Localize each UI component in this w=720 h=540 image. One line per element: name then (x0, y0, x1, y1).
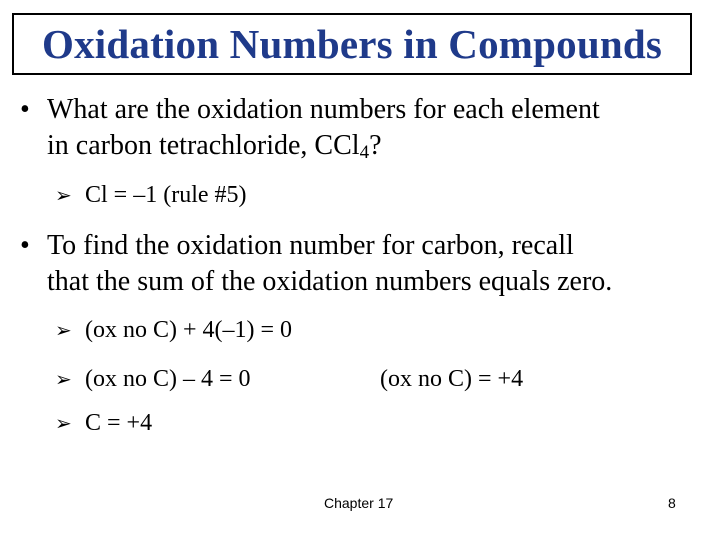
sub-point-final-text: C = +4 (85, 410, 153, 436)
subscript-4: 4 (359, 142, 370, 163)
footer-page-number: 8 (668, 495, 676, 511)
bullet-2-text-line-1: To find the oxidation number for carbon, recall (47, 230, 574, 261)
sub-point-cl-text: Cl = –1 (rule #5) (85, 182, 247, 208)
arrow-bullet-icon: ➢ (55, 318, 72, 342)
bullet-2-text-line-2: that the sum of the oxidation numbers equals zero. (47, 266, 613, 297)
bullet-marker: • (20, 94, 30, 125)
bullet-marker: • (20, 230, 30, 261)
title-box (12, 13, 692, 75)
slide-title: Oxidation Numbers in Compounds (41, 21, 663, 67)
bullet-1-line-2-suffix: ? (369, 130, 382, 161)
sub-point-eq2 (55, 364, 251, 394)
sub-point-eq2-text: (ox no C) – 4 = 0 (85, 366, 251, 392)
arrow-bullet-icon: ➢ (55, 411, 72, 435)
sub-point-eq2-result: (ox no C) = +4 (380, 366, 524, 392)
arrow-bullet-icon: ➢ (55, 367, 72, 391)
sub-point-final (55, 408, 152, 438)
sub-point-cl (55, 180, 247, 210)
sub-point-eq1 (55, 315, 292, 345)
sub-point-eq1-text: (ox no C) + 4(–1) = 0 (85, 317, 293, 343)
bullet-1-text-line-2 (47, 128, 382, 167)
footer-chapter: Chapter 17 (324, 495, 394, 511)
bullet-1-line-2-prefix: in carbon tetrachloride, CCl (47, 130, 360, 161)
arrow-bullet-icon: ➢ (55, 183, 72, 207)
bullet-1-text-line-1: What are the oxidation numbers for each element (47, 94, 600, 125)
